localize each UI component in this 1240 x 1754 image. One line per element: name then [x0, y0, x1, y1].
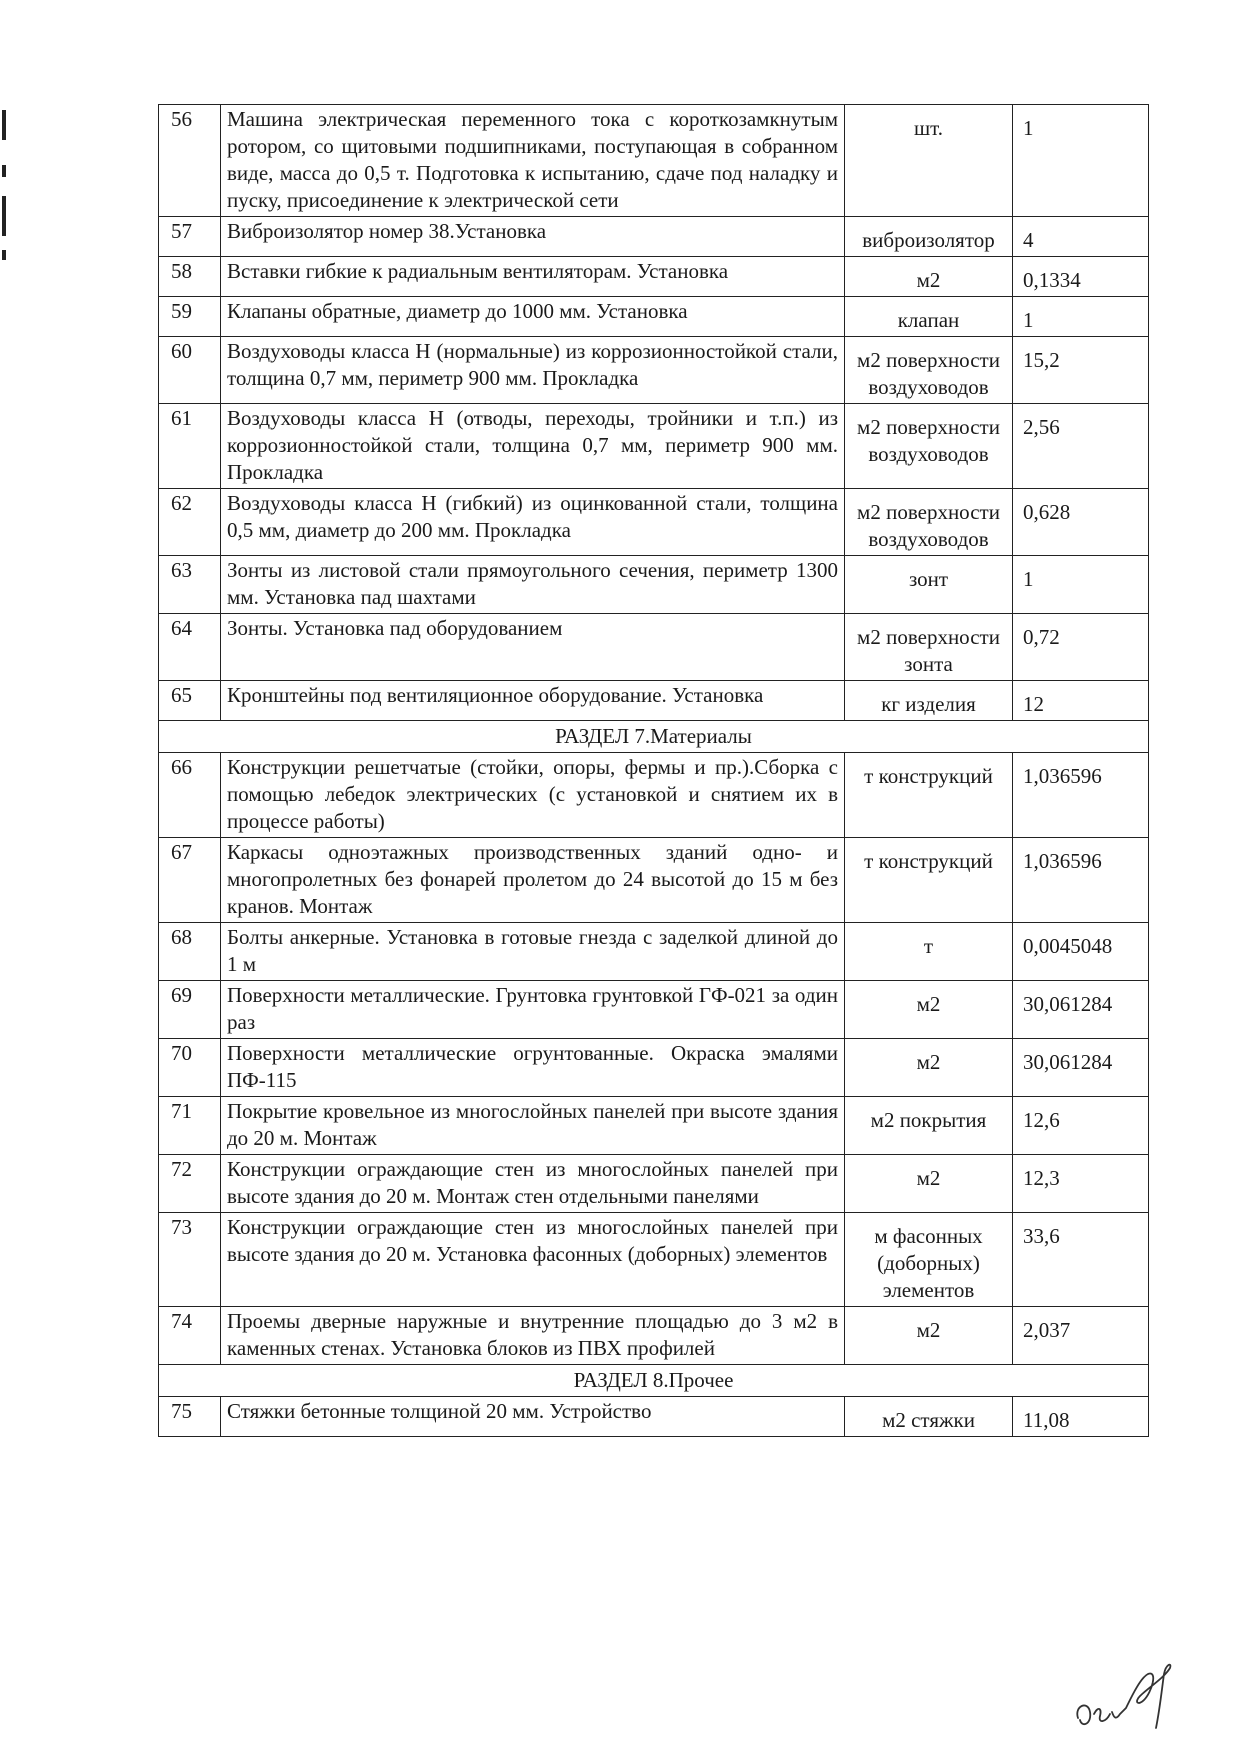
row-description: Воздуховоды класса Н (отводы, переходы, тройники и т.п.) из коррозионностойкой стали, толщина 0,7 мм, периметр 900 мм. Прокладка — [221, 404, 845, 489]
row-quantity: 1 — [1013, 556, 1149, 614]
table-row — [159, 923, 1149, 981]
row-description: Машина электрическая переменного тока с короткозамкнутым ротором, со щитовыми подшипниками, поступающая в собранном виде, масса до 0,5 т. Подготовка к испытанию, сдаче под наладку и пуску, присоединение к электрической сети — [221, 105, 845, 217]
row-unit: т конструкций — [845, 838, 1013, 923]
row-description: Конструкции решетчатые (стойки, опоры, фермы и пр.).Сборка с помощью лебедок электрических (с установкой и снятием их в процессе работы) — [221, 753, 845, 838]
row-number: 64 — [159, 614, 221, 681]
row-unit: т — [845, 923, 1013, 981]
row-number: 73 — [159, 1213, 221, 1307]
row-quantity: 12,6 — [1013, 1097, 1149, 1155]
row-quantity: 1,036596 — [1013, 838, 1149, 923]
table-row — [159, 838, 1149, 923]
row-unit: м2 поверхности воздуховодов — [845, 489, 1013, 556]
row-unit: зонт — [845, 556, 1013, 614]
row-number: 72 — [159, 1155, 221, 1213]
row-description: Поверхности металлические огрунтованные. Окраска эмалями ПФ-115 — [221, 1039, 845, 1097]
row-unit: м2 — [845, 1039, 1013, 1097]
row-number: 57 — [159, 217, 221, 257]
table-row — [159, 489, 1149, 556]
row-quantity: 0,72 — [1013, 614, 1149, 681]
section-heading: РАЗДЕЛ 7.Материалы — [159, 721, 1149, 753]
row-description: Зонты из листовой стали прямоугольного сечения, периметр 1300 мм. Установка пад шахтами — [221, 556, 845, 614]
row-number: 56 — [159, 105, 221, 217]
row-description: Покрытие кровельное из многослойных панелей при высоте здания до 20 м. Монтаж — [221, 1097, 845, 1155]
table-row — [159, 337, 1149, 404]
row-description: Кронштейны под вентиляционное оборудование. Установка — [221, 681, 845, 721]
row-number: 63 — [159, 556, 221, 614]
row-quantity: 0,1334 — [1013, 257, 1149, 297]
row-quantity: 15,2 — [1013, 337, 1149, 404]
table-row — [159, 1213, 1149, 1307]
scan-edge-marks — [0, 0, 14, 1754]
row-quantity: 0,628 — [1013, 489, 1149, 556]
row-description: Проемы дверные наружные и внутренние площадью до 3 м2 в каменных стенах. Установка блоков из ПВХ профилей — [221, 1307, 845, 1365]
row-unit: м2 поверхности воздуховодов — [845, 337, 1013, 404]
table-row — [159, 1039, 1149, 1097]
row-unit: м2 — [845, 1307, 1013, 1365]
row-quantity: 12 — [1013, 681, 1149, 721]
table-row — [159, 681, 1149, 721]
row-quantity: 30,061284 — [1013, 1039, 1149, 1097]
table-row — [159, 1307, 1149, 1365]
row-number: 66 — [159, 753, 221, 838]
row-number: 60 — [159, 337, 221, 404]
table-row — [159, 1155, 1149, 1213]
estimate-table-body — [159, 105, 1149, 1437]
section-row-8 — [159, 1365, 1149, 1397]
row-description: Каркасы одноэтажных производственных зданий одно- и многопролетных без фонарей пролетом до 24 высотой до 15 м без кранов. Монтаж — [221, 838, 845, 923]
row-description: Поверхности металлические. Грунтовка грунтовкой ГФ-021 за один раз — [221, 981, 845, 1039]
table-row — [159, 105, 1149, 217]
handwritten-signature — [1068, 1648, 1188, 1738]
table-row — [159, 981, 1149, 1039]
row-unit: м2 покрытия — [845, 1097, 1013, 1155]
table-row — [159, 217, 1149, 257]
row-unit: м2 поверхности воздуховодов — [845, 404, 1013, 489]
row-number: 74 — [159, 1307, 221, 1365]
table-row — [159, 1097, 1149, 1155]
row-number: 61 — [159, 404, 221, 489]
row-description: Клапаны обратные, диаметр до 1000 мм. Установка — [221, 297, 845, 337]
row-description: Виброизолятор номер 38.Установка — [221, 217, 845, 257]
estimate-table — [158, 104, 1149, 1437]
row-quantity: 2,56 — [1013, 404, 1149, 489]
table-row — [159, 404, 1149, 489]
row-unit: м2 стяжки — [845, 1397, 1013, 1437]
row-description: Зонты. Установка пад оборудованием — [221, 614, 845, 681]
row-unit: м2 — [845, 981, 1013, 1039]
table-row — [159, 1397, 1149, 1437]
row-description: Конструкции ограждающие стен из многослойных панелей при высоте здания до 20 м. Установка фасонных (доборных) элементов — [221, 1213, 845, 1307]
row-quantity: 2,037 — [1013, 1307, 1149, 1365]
row-number: 70 — [159, 1039, 221, 1097]
table-row — [159, 753, 1149, 838]
row-quantity: 30,061284 — [1013, 981, 1149, 1039]
row-number: 75 — [159, 1397, 221, 1437]
row-description: Вставки гибкие к радиальным вентиляторам. Установка — [221, 257, 845, 297]
row-quantity: 1,036596 — [1013, 753, 1149, 838]
row-quantity: 11,08 — [1013, 1397, 1149, 1437]
row-description: Воздуховоды класса Н (гибкий) из оцинкованной стали, толщина 0,5 мм, диаметр до 200 мм. Прокладка — [221, 489, 845, 556]
row-number: 65 — [159, 681, 221, 721]
row-description: Воздуховоды класса Н (нормальные) из коррозионностойкой стали, толщина 0,7 мм, периметр 900 мм. Прокладка — [221, 337, 845, 404]
row-quantity: 4 — [1013, 217, 1149, 257]
row-unit: виброизолятор — [845, 217, 1013, 257]
row-unit: шт. — [845, 105, 1013, 217]
row-number: 59 — [159, 297, 221, 337]
row-unit: м2 поверхности зонта — [845, 614, 1013, 681]
section-row-7 — [159, 721, 1149, 753]
table-row — [159, 556, 1149, 614]
row-description: Стяжки бетонные толщиной 20 мм. Устройство — [221, 1397, 845, 1437]
row-number: 62 — [159, 489, 221, 556]
row-description: Конструкции ограждающие стен из многослойных панелей при высоте здания до 20 м. Монтаж стен отдельными панелями — [221, 1155, 845, 1213]
row-number: 71 — [159, 1097, 221, 1155]
row-quantity: 1 — [1013, 105, 1149, 217]
row-unit: м2 — [845, 1155, 1013, 1213]
row-unit: клапан — [845, 297, 1013, 337]
section-heading: РАЗДЕЛ 8.Прочее — [159, 1365, 1149, 1397]
row-unit: м2 — [845, 257, 1013, 297]
row-quantity: 1 — [1013, 297, 1149, 337]
row-description: Болты анкерные. Установка в готовые гнезда с заделкой длиной до 1 м — [221, 923, 845, 981]
row-number: 67 — [159, 838, 221, 923]
row-unit: т конструкций — [845, 753, 1013, 838]
row-unit: м фасонных (доборных) элементов — [845, 1213, 1013, 1307]
row-quantity: 33,6 — [1013, 1213, 1149, 1307]
row-number: 69 — [159, 981, 221, 1039]
row-quantity: 0,0045048 — [1013, 923, 1149, 981]
table-row — [159, 614, 1149, 681]
row-number: 58 — [159, 257, 221, 297]
table-row — [159, 297, 1149, 337]
row-unit: кг изделия — [845, 681, 1013, 721]
table-row — [159, 257, 1149, 297]
row-quantity: 12,3 — [1013, 1155, 1149, 1213]
row-number: 68 — [159, 923, 221, 981]
